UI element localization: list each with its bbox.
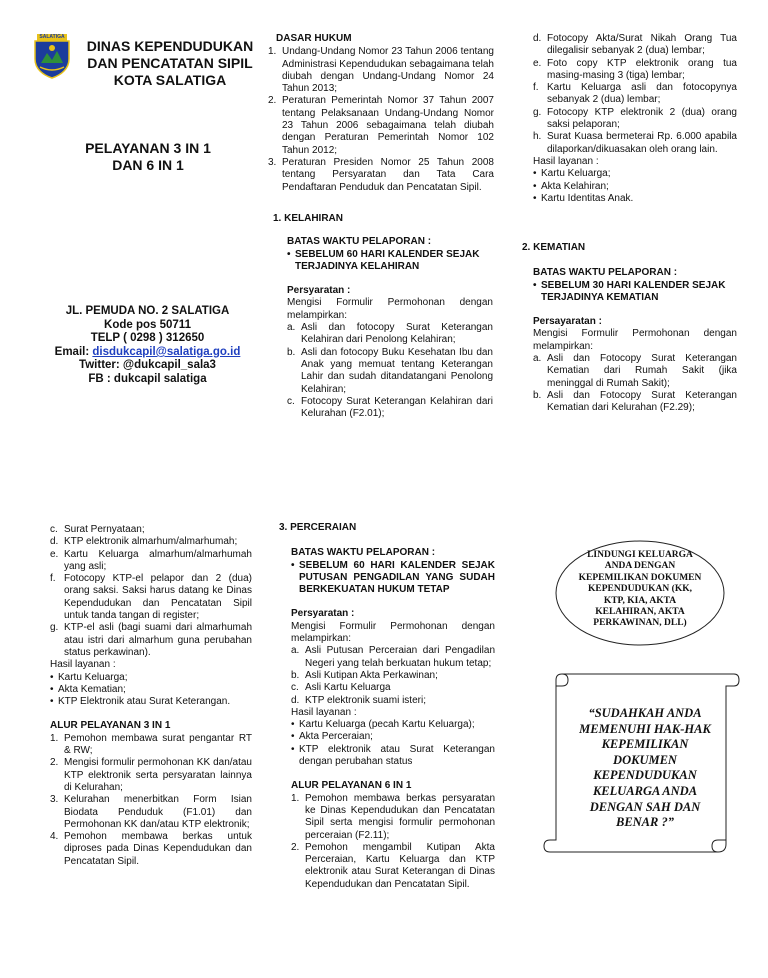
list-text: Pemohon membawa berkas persyaratan ke Dinas Kependudukan dan Pencatatan Sipil serta mengisi formulir permohonan perceraian (F2.11); [305,792,495,841]
list-item [50,573,252,622]
list-text: Peraturan Presiden Nomor 25 Tahun 2008 tentang Persyaratan dan Tata Cara Pendaftaran Penduduk dan Pencatatan Sipil. [282,156,494,193]
list-item [291,695,495,707]
list-item [533,131,737,156]
perceraian-batas-label: BATAS WAKTU PELAPORAN : [291,547,436,559]
list-text: Pemohon membawa berkas untuk diproses pada Dinas Kependudukan dan Pencatatan Sipil. [64,831,252,867]
logo-label: SALATIGA [39,34,65,40]
list-text: Surat Kuasa bermeterai Rp. 6.000 apabila dilaporkan/dikuasakan oleh orang lain. [547,131,737,155]
list-text: Fotocopy KTP elektronik 2 (dua) orang saksi pelaporan; [547,106,737,131]
kematian-intro: Mengisi Formulir Permohonan dengan melampirkan: [533,328,737,352]
list-item [50,831,252,868]
perceraian-persyaratan-label: Persyaratan : [291,608,355,620]
scroll-banner [542,672,740,854]
list-text: Asli dan fotocopy Buku Kesehatan Ibu dan Anak yang memuat tentang Keterangan Lahir dan sudah ditandatangani Penolong Kelahiran; [301,346,493,395]
list-text: Foto copy KTP elektronik orang tua masing-masing 3 (tiga) lembar; [547,57,737,81]
dasar-hukum-heading: DASAR HUKUM [276,33,352,44]
kematian-batas-value: • SEBELUM 30 HARI KALENDER SEJAK TERJADINYA KEMATIAN [533,280,737,305]
list-marker: c. [287,395,295,407]
result-item: • Akta Perceraian; [291,731,495,743]
list-text: Pemohon membawa surat pengantar RT & RW; [64,732,252,757]
list-marker: h. [533,131,542,143]
list-marker: d. [50,536,59,548]
list-item [533,33,737,58]
list-marker: g. [50,622,59,634]
list-text: Kartu Keluarga almarhum/almarhumah yang asli; [64,548,252,572]
email-label: Email: [54,345,93,358]
list-marker: d. [291,694,300,706]
list-marker: b. [291,669,300,681]
list-marker: e. [533,57,542,69]
list-marker: 1. [268,46,277,58]
perceraian-heading: 3. PERCERAIAN [279,522,357,533]
list-text: Asli Kartu Keluarga [305,682,391,694]
kelahiran-heading: 1. KELAHIRAN [273,213,344,224]
agency-title-line-2: DAN PENCATATAN SIPIL [87,55,253,71]
list-text: Kartu Keluarga asli dan fotocopynya sebanyak 2 (dua) lembar; [547,82,737,106]
dasar-hukum-section [268,33,494,194]
list-text: Kelurahan menerbitkan Form Isian Biodata Penduduk (F1.01) dan Permohonan KK dan/atau KTP elektronik; [64,794,252,830]
list-item [268,95,494,156]
list-text: Mengisi formulir permohonan KK dan/atau KTP elektronik serta persyaratan lainnya di Kelurahan; [64,757,252,793]
list-marker: 2. [268,95,277,107]
facebook: FB : dukcapil salatiga [88,372,207,385]
email-line [30,346,265,360]
result-item: • Kartu Identitas Anak. [533,193,737,205]
result-item: • Akta Kelahiran; [533,181,737,193]
scroll-text: “SUDAHKAH ANDA MEMENUHI HAK-HAK KEPEMILIKAN DOKUMEN KEPENDUDUKAN KELUARGA ANDA DENGAN SAH DAN BENAR ?” [579,706,711,830]
perceraian-section [279,522,495,891]
list-marker: b. [287,346,296,358]
list-item [50,733,252,758]
perceraian-hasil-label: Hasil layanan : [291,706,357,718]
list-marker: c. [50,524,58,535]
kematian-hasil-label: Hasil layanan : [50,659,116,671]
result-item: • Kartu Keluarga; [50,672,252,684]
list-item [291,682,495,694]
list-marker: 2. [50,757,59,769]
list-marker: f. [533,82,539,94]
list-marker: g. [533,106,542,118]
protect-family-ellipse [555,540,725,646]
list-item [533,82,737,107]
list-text: KTP elektronik suami isteri; [305,694,426,706]
list-text: Asli dan fotocopy Surat Keterangan Kelahiran dari Penolong Kelahiran; [301,322,493,346]
kelahiran-persyaratan-label: Persyaratan : [287,285,351,297]
list-marker: 3. [50,794,59,806]
result-item: • Kartu Keluarga; [533,168,737,180]
list-text: KTP elektronik almarhum/almarhumah; [64,536,238,548]
list-marker: a. [287,322,296,334]
list-text: Fotocopy Surat Keterangan Kelahiran dari Kelurahan (F2.01); [301,395,493,420]
kelahiran-batas-value: • SEBELUM 60 HARI KALENDER SEJAK TERJADINYA KELAHIRAN [287,249,493,274]
perceraian-batas-value: • SEBELUM 60 HARI KALENDER SEJAK PUTUSAN PENGADILAN YANG SUDAH BERKEKUATAN HUKUM TETAP [291,560,495,597]
list-item [291,842,495,891]
ellipse-text: LINDUNGI KELUARGA ANDA DENGAN KEPEMILIKAN DOKUMEN KEPENDUDUKAN (KK, KTP, KIA, AKTA KELAHIRAN, AKTA PERKAWINAN, DLL) [578,550,702,629]
list-item [50,549,252,574]
list-text: Asli Kutipan Akta Perkawinan; [305,669,438,681]
contact-block [30,305,265,387]
service-title-line-2: DAN 6 IN 1 [112,157,184,173]
list-item [287,396,493,421]
perceraian-intro: Mengisi Formulir Permohonan dengan melampirkan: [291,620,495,645]
kelahiran-continued [533,33,737,205]
address: JL. PEMUDA NO. 2 SALATIGA [65,305,230,317]
kematian-batas-label: BATAS WAKTU PELAPORAN : [533,267,678,279]
agency-title-line-3: KOTA SALATIGA [113,72,227,88]
list-text: Peraturan Pemerintah Nomor 37 Tahun 2007 tentang Pelaksanaan Undang-Undang Nomor 23 Tahun 2006 sebagaimana telah diubah dengan Peraturan Pemerintah Nomor 102 Tahun 2012; [282,95,494,156]
list-item [291,645,495,670]
postal-code: Kode pos 50711 [104,318,191,331]
list-marker: c. [291,682,299,694]
service-title-line-1: PELAYANAN 3 IN 1 [85,140,211,156]
list-text: Surat Pernyataan; [64,524,145,535]
list-item [50,794,252,831]
list-text: Asli dan Fotocopy Surat Keterangan Kematian dari Rumah Sakit (jika meninggal di Rumah Sakit); [547,353,737,389]
list-text: Asli dan Fotocopy Surat Keterangan Kematian dari Kelurahan (F2.29); [547,389,737,414]
list-text: Asli Putusan Perceraian dari Pengadilan Negeri yang telah berkuatan hukum tetap; [305,645,495,669]
list-marker: 1. [291,792,300,804]
kelahiran-intro: Mengisi Formulir Permohonan dengan melampirkan: [287,297,493,321]
kematian-section [522,242,737,415]
agency-title-line-1: DINAS KEPENDUDUKAN [86,38,254,54]
alur3-heading: ALUR PELAYANAN 3 IN 1 [50,720,171,732]
list-marker: e. [50,548,59,560]
result-item: • Kartu Keluarga (pecah Kartu Keluarga); [291,719,495,731]
kematian-continued [50,524,252,868]
list-item [268,157,494,194]
list-marker: f. [50,573,56,585]
list-item [50,536,252,548]
list-marker: a. [291,645,300,657]
list-item [291,793,495,842]
list-text: Undang-Undang Nomor 23 Tahun 2006 tentang Administrasi Kependudukan sebagaimana telah diubah dengan Undang-Undang Nomor 24 Tahun 2013; [282,46,494,95]
kelahiran-section [273,213,493,420]
list-item [50,622,252,659]
alur6-heading: ALUR PELAYANAN 6 IN 1 [291,780,412,792]
list-text: Fotocopy Akta/Surat Nikah Orang Tua dilegalisir sebanyak 2 (dua) lembar; [547,33,737,57]
result-item: • Akta Kematian; [50,684,252,696]
list-marker: 2. [291,841,300,853]
list-item [533,58,737,83]
list-text: KTP-el asli (bagi suami dari almarhumah atau istri dari almarhum guna perubahan status perkawinan). [64,622,252,658]
kelahiran-batas-label: BATAS WAKTU PELAPORAN : [287,236,432,248]
twitter: Twitter: @dukcapil_sala3 [79,359,216,372]
list-marker: 3. [268,156,277,168]
list-marker: 1. [50,732,59,744]
agency-title [72,38,268,89]
list-item [287,322,493,347]
email-link[interactable]: disdukcapil@salatiga.go.id [92,345,241,358]
result-item: • KTP elektronik atau Surat Keterangan dengan perubahan status [291,744,495,769]
phone: TELP ( 0298 ) 312650 [90,332,205,345]
list-item [268,46,494,95]
list-marker: 4. [50,831,59,843]
list-text: Pemohon mengambil Kutipan Akta Perceraian, Kartu Keluarga dan KTP elektronik atau Surat Keterangan di Dinas Kependudukan dan Pencatatan Sipil. [305,841,495,890]
list-item [50,524,252,536]
kematian-heading: 2. KEMATIAN [522,242,586,253]
list-marker: b. [533,389,542,401]
result-item: • KTP Elektronik atau Surat Keterangan. [50,696,252,708]
kelahiran-hasil-label: Hasil layanan : [533,155,599,167]
list-item [287,347,493,396]
list-item [533,107,737,132]
list-item [291,670,495,682]
kematian-persyaratan-label: Persayaratan : [533,316,602,328]
list-marker: a. [533,353,542,365]
service-title [48,140,248,174]
list-item [50,757,252,794]
list-item [533,390,737,415]
list-text: Fotocopy KTP-el pelapor dan 2 (dua) orang saksi. Saksi harus datang ke Dinas Kependudukan dan Pencatatan Sipil untuk tanda tangan di register; [64,573,252,622]
list-item [533,353,737,390]
list-marker: d. [533,33,542,44]
